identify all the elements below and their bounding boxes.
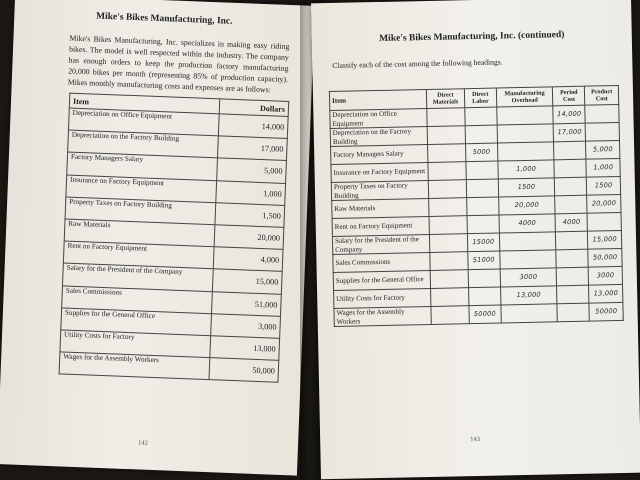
product-cost-cell[interactable]: 20,000 [587,194,621,213]
item-cell: Factory Managers Salary [67,152,218,180]
right-page-title: Mike's Bikes Manufacturing, Inc. (continued) [379,30,565,44]
dollars-cell: 15,000 [212,269,282,294]
product-cost-cell[interactable]: 5,000 [586,140,620,159]
item-cell: Rent on Factory Equipment [63,241,214,269]
direct-labor-cell[interactable] [468,287,500,306]
direct-materials-cell[interactable] [430,252,468,271]
direct-labor-cell[interactable] [466,179,498,198]
item-cell: Raw Materials [332,198,429,218]
period-cost-cell[interactable]: 14,000 [553,105,585,124]
header-manufacturing-overhead: Manufacturing Overhead [496,87,553,107]
header-dollars: Dollars [219,99,289,117]
right-page [311,0,640,479]
direct-materials-cell[interactable] [427,126,465,145]
dollars-cell: 50,000 [209,358,279,383]
header-item: Item [69,93,219,114]
instruction-text: Classify each of the cost among the following headings. [332,57,503,70]
manufacturing-overhead-cell[interactable] [497,106,554,125]
direct-materials-cell[interactable] [431,306,469,325]
item-cell: Insurance on Factory Equipment [331,162,428,182]
direct-labor-cell[interactable] [467,215,499,234]
item-cell: Depreciation on the Factory Building [330,126,427,146]
header-direct-materials: Direct Materials [426,89,464,109]
direct-materials-cell[interactable] [429,216,467,235]
left-page [0,0,315,476]
direct-labor-cell[interactable]: 15000 [467,233,499,252]
item-cell: Utility Costs for Factory [60,330,211,358]
item-cell: Depreciation on Office Equipment [330,109,427,129]
page-number-right: 143 [470,435,481,444]
dollars-cell: 51,000 [212,291,282,316]
item-cell: Salary for the President of the Company [62,263,213,291]
period-cost-cell[interactable] [556,231,588,250]
direct-labor-cell[interactable]: 50000 [469,305,501,324]
direct-labor-cell[interactable] [465,125,497,144]
manufacturing-overhead-cell[interactable]: 20,000 [498,196,555,215]
item-cell: Salary for the President of the Company [332,234,429,254]
header-direct-labor: Direct Labor [464,88,496,108]
item-cell: Factory Managers Salary [331,144,428,164]
manufacturing-overhead-cell[interactable]: 1,000 [498,160,555,179]
item-cell: Sales Commissions [333,252,430,272]
manufacturing-overhead-cell[interactable] [499,232,556,251]
direct-labor-cell[interactable] [466,161,498,180]
classification-table [329,85,624,327]
period-cost-cell[interactable] [557,285,589,304]
cost-table-body [59,108,288,382]
item-cell: Insurance on Factory Equipment [66,175,217,203]
manufacturing-overhead-cell[interactable]: 3000 [500,268,557,287]
direct-materials-cell[interactable] [430,270,468,289]
dollars-cell: 13,000 [210,336,280,361]
dollars-cell: 1,500 [215,203,285,228]
cost-table [59,93,290,383]
period-cost-cell[interactable] [556,249,588,268]
product-cost-cell[interactable]: 13,000 [589,284,623,303]
item-cell: Wages for the Assembly Workers [334,306,431,326]
product-cost-cell[interactable]: 50000 [589,302,623,321]
header-period-cost: Period Cost [553,86,585,106]
manufacturing-overhead-cell[interactable] [501,304,558,323]
product-cost-cell[interactable]: 1,000 [586,158,620,177]
item-cell: Raw Materials [64,219,215,247]
direct-labor-cell[interactable] [468,269,500,288]
direct-materials-cell[interactable] [428,162,466,181]
period-cost-cell[interactable] [554,159,586,178]
manufacturing-overhead-cell[interactable] [497,124,554,143]
manufacturing-overhead-cell[interactable]: 13,000 [500,286,557,305]
item-cell: Utility Costs for Factory [334,288,431,308]
item-cell: Depreciation on Office Equipment [68,108,219,136]
item-cell: Depreciation on the Factory Building [68,130,219,158]
dollars-cell: 3,000 [211,313,281,338]
period-cost-cell[interactable] [557,303,589,322]
dollars-cell: 4,000 [213,247,283,272]
product-cost-cell[interactable] [585,104,619,123]
direct-materials-cell[interactable] [428,144,466,163]
product-cost-cell[interactable]: 15,000 [588,230,622,249]
item-cell: Sales Commissions [62,285,213,313]
manufacturing-overhead-cell[interactable] [497,142,554,161]
period-cost-cell[interactable] [556,267,588,286]
dollars-cell: 1,000 [216,180,286,205]
classification-table-body [330,104,623,326]
dollars-cell: 20,000 [214,225,284,250]
period-cost-cell[interactable] [554,141,586,160]
product-cost-cell[interactable]: 1500 [587,176,621,195]
intro-paragraph: Mike's Bikes Manufacturing, Inc. specializes in making easy riding bikes. The model is well respected within the industry. The company has enough orders to keep the production factory manufacturing 20,000 bikes per month (representing 85% of production capacity). Mikes monthly manufacturing costs and expenses are as follows: [67,33,290,95]
left-page-title: Mike's Bikes Manufacturing, Inc. [95,11,233,27]
page-number-left: 142 [137,439,148,447]
product-cost-cell[interactable]: 3000 [589,266,623,285]
product-cost-cell[interactable] [587,212,621,231]
direct-materials-cell[interactable] [431,288,469,307]
header-product-cost: Product Cost [585,85,619,105]
direct-labor-cell[interactable]: 51000 [468,251,500,270]
period-cost-cell[interactable]: 17,000 [553,123,585,142]
item-cell: Property Taxes on Factory Building [65,197,216,225]
item-cell: Supplies for the General Office [333,270,430,290]
manufacturing-overhead-cell[interactable]: 1500 [498,178,555,197]
dollars-cell: 5,000 [217,158,287,183]
item-cell: Rent on Factory Equipment [332,216,429,236]
product-cost-cell[interactable]: 50,000 [588,248,622,267]
header-item: Item [329,90,426,111]
manufacturing-overhead-cell[interactable]: 4000 [499,214,556,233]
manufacturing-overhead-cell[interactable] [500,250,557,269]
direct-labor-cell[interactable]: 5000 [465,143,497,162]
period-cost-cell[interactable] [555,177,587,196]
period-cost-cell[interactable] [555,195,587,214]
direct-materials-cell[interactable] [428,180,466,199]
direct-labor-cell[interactable] [465,107,497,126]
item-cell: Supplies for the General Office [61,308,212,336]
direct-materials-cell[interactable] [429,234,467,253]
direct-materials-cell[interactable] [427,108,465,127]
direct-materials-cell[interactable] [429,198,467,217]
dollars-cell: 17,000 [217,136,287,161]
direct-labor-cell[interactable] [466,197,498,216]
item-cell: Wages for the Assembly Workers [59,352,210,380]
product-cost-cell[interactable] [586,122,620,141]
dollars-cell: 14,000 [218,114,288,139]
item-cell: Property Taxes on Factory Building [331,180,428,200]
period-cost-cell[interactable]: 4000 [555,213,587,232]
